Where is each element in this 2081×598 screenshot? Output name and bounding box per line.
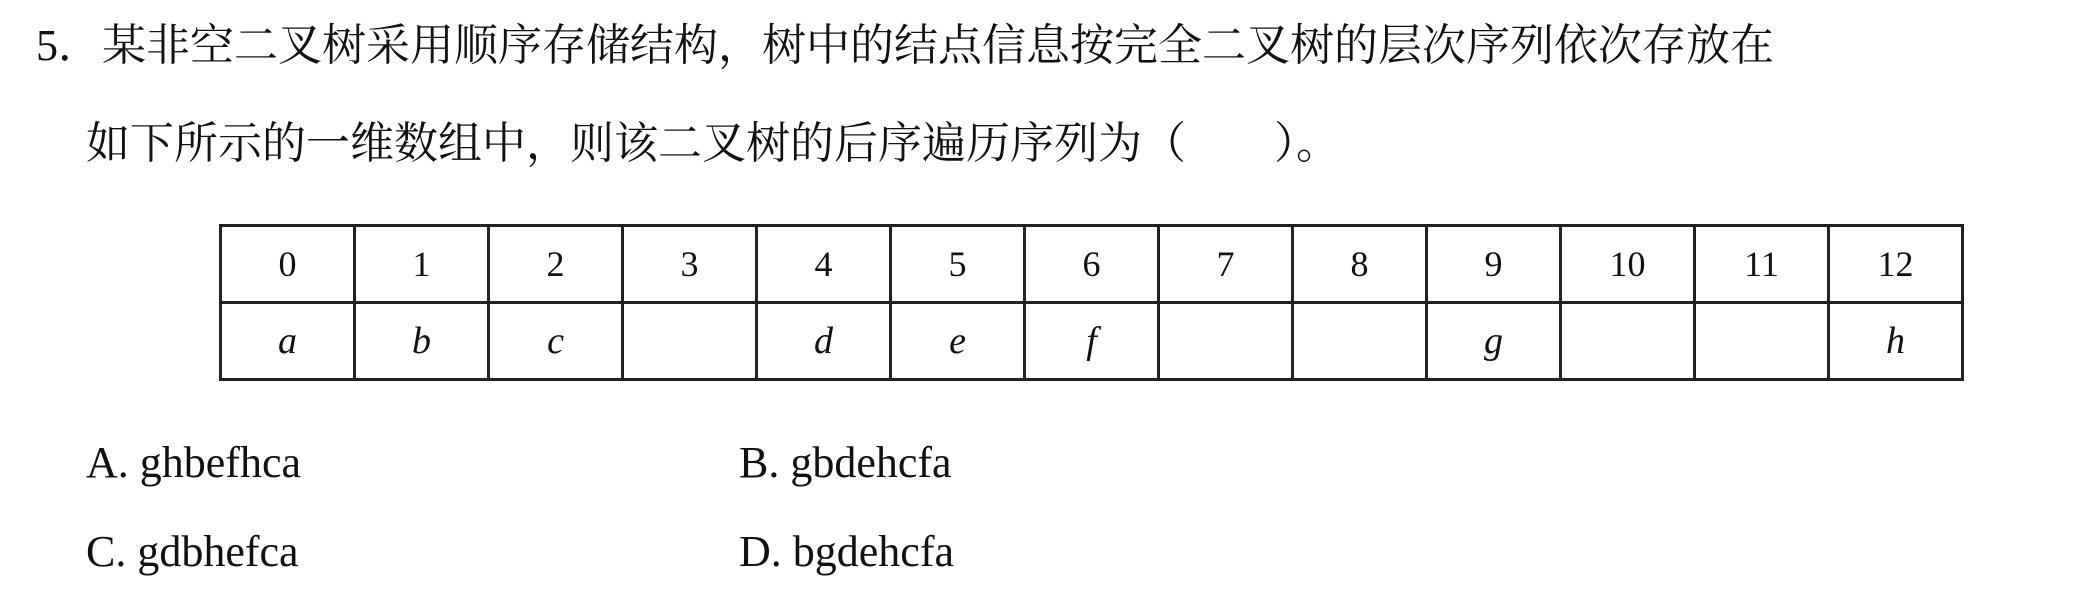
index-cell: 8 [1293, 226, 1427, 303]
index-cell: 1 [355, 226, 489, 303]
index-cell: 12 [1829, 226, 1963, 303]
index-cell: 11 [1695, 226, 1829, 303]
option-c[interactable]: C. gdbhefca [86, 527, 299, 576]
value-cell: h [1829, 303, 1963, 380]
value-cell: c [489, 303, 623, 380]
option-a[interactable]: A. ghbefhca [86, 438, 302, 487]
value-cell [1293, 303, 1427, 380]
question-line-1 [36, 18, 1774, 74]
value-cell: e [891, 303, 1025, 380]
value-cell [1159, 303, 1293, 380]
question-number: 5 [36, 21, 58, 70]
value-cell [623, 303, 757, 380]
value-cell: b [355, 303, 489, 380]
value-cell [1695, 303, 1829, 380]
index-cell: 10 [1561, 226, 1695, 303]
option-d[interactable]: D. bgdehcfa [739, 527, 955, 576]
index-row [221, 226, 1963, 303]
question-text-1: ．某非空二叉树采用顺序存储结构，树中的结点信息按完全二叉树的层次序列依次存放在 [58, 20, 1774, 71]
question-line-2: 如下所示的一维数组中，则该二叉树的后序遍历序列为（ ）。 [86, 118, 1340, 169]
value-row [221, 303, 1963, 380]
index-cell: 5 [891, 226, 1025, 303]
index-cell: 9 [1427, 226, 1561, 303]
value-cell: a [221, 303, 355, 380]
index-cell: 3 [623, 226, 757, 303]
value-cell: d [757, 303, 891, 380]
value-cell: f [1025, 303, 1159, 380]
index-cell: 6 [1025, 226, 1159, 303]
option-b[interactable]: B. gbdehcfa [739, 438, 952, 487]
index-cell: 7 [1159, 226, 1293, 303]
value-cell: g [1427, 303, 1561, 380]
array-table [219, 224, 1964, 381]
index-cell: 4 [757, 226, 891, 303]
value-cell [1561, 303, 1695, 380]
index-cell: 2 [489, 226, 623, 303]
index-cell: 0 [221, 226, 355, 303]
